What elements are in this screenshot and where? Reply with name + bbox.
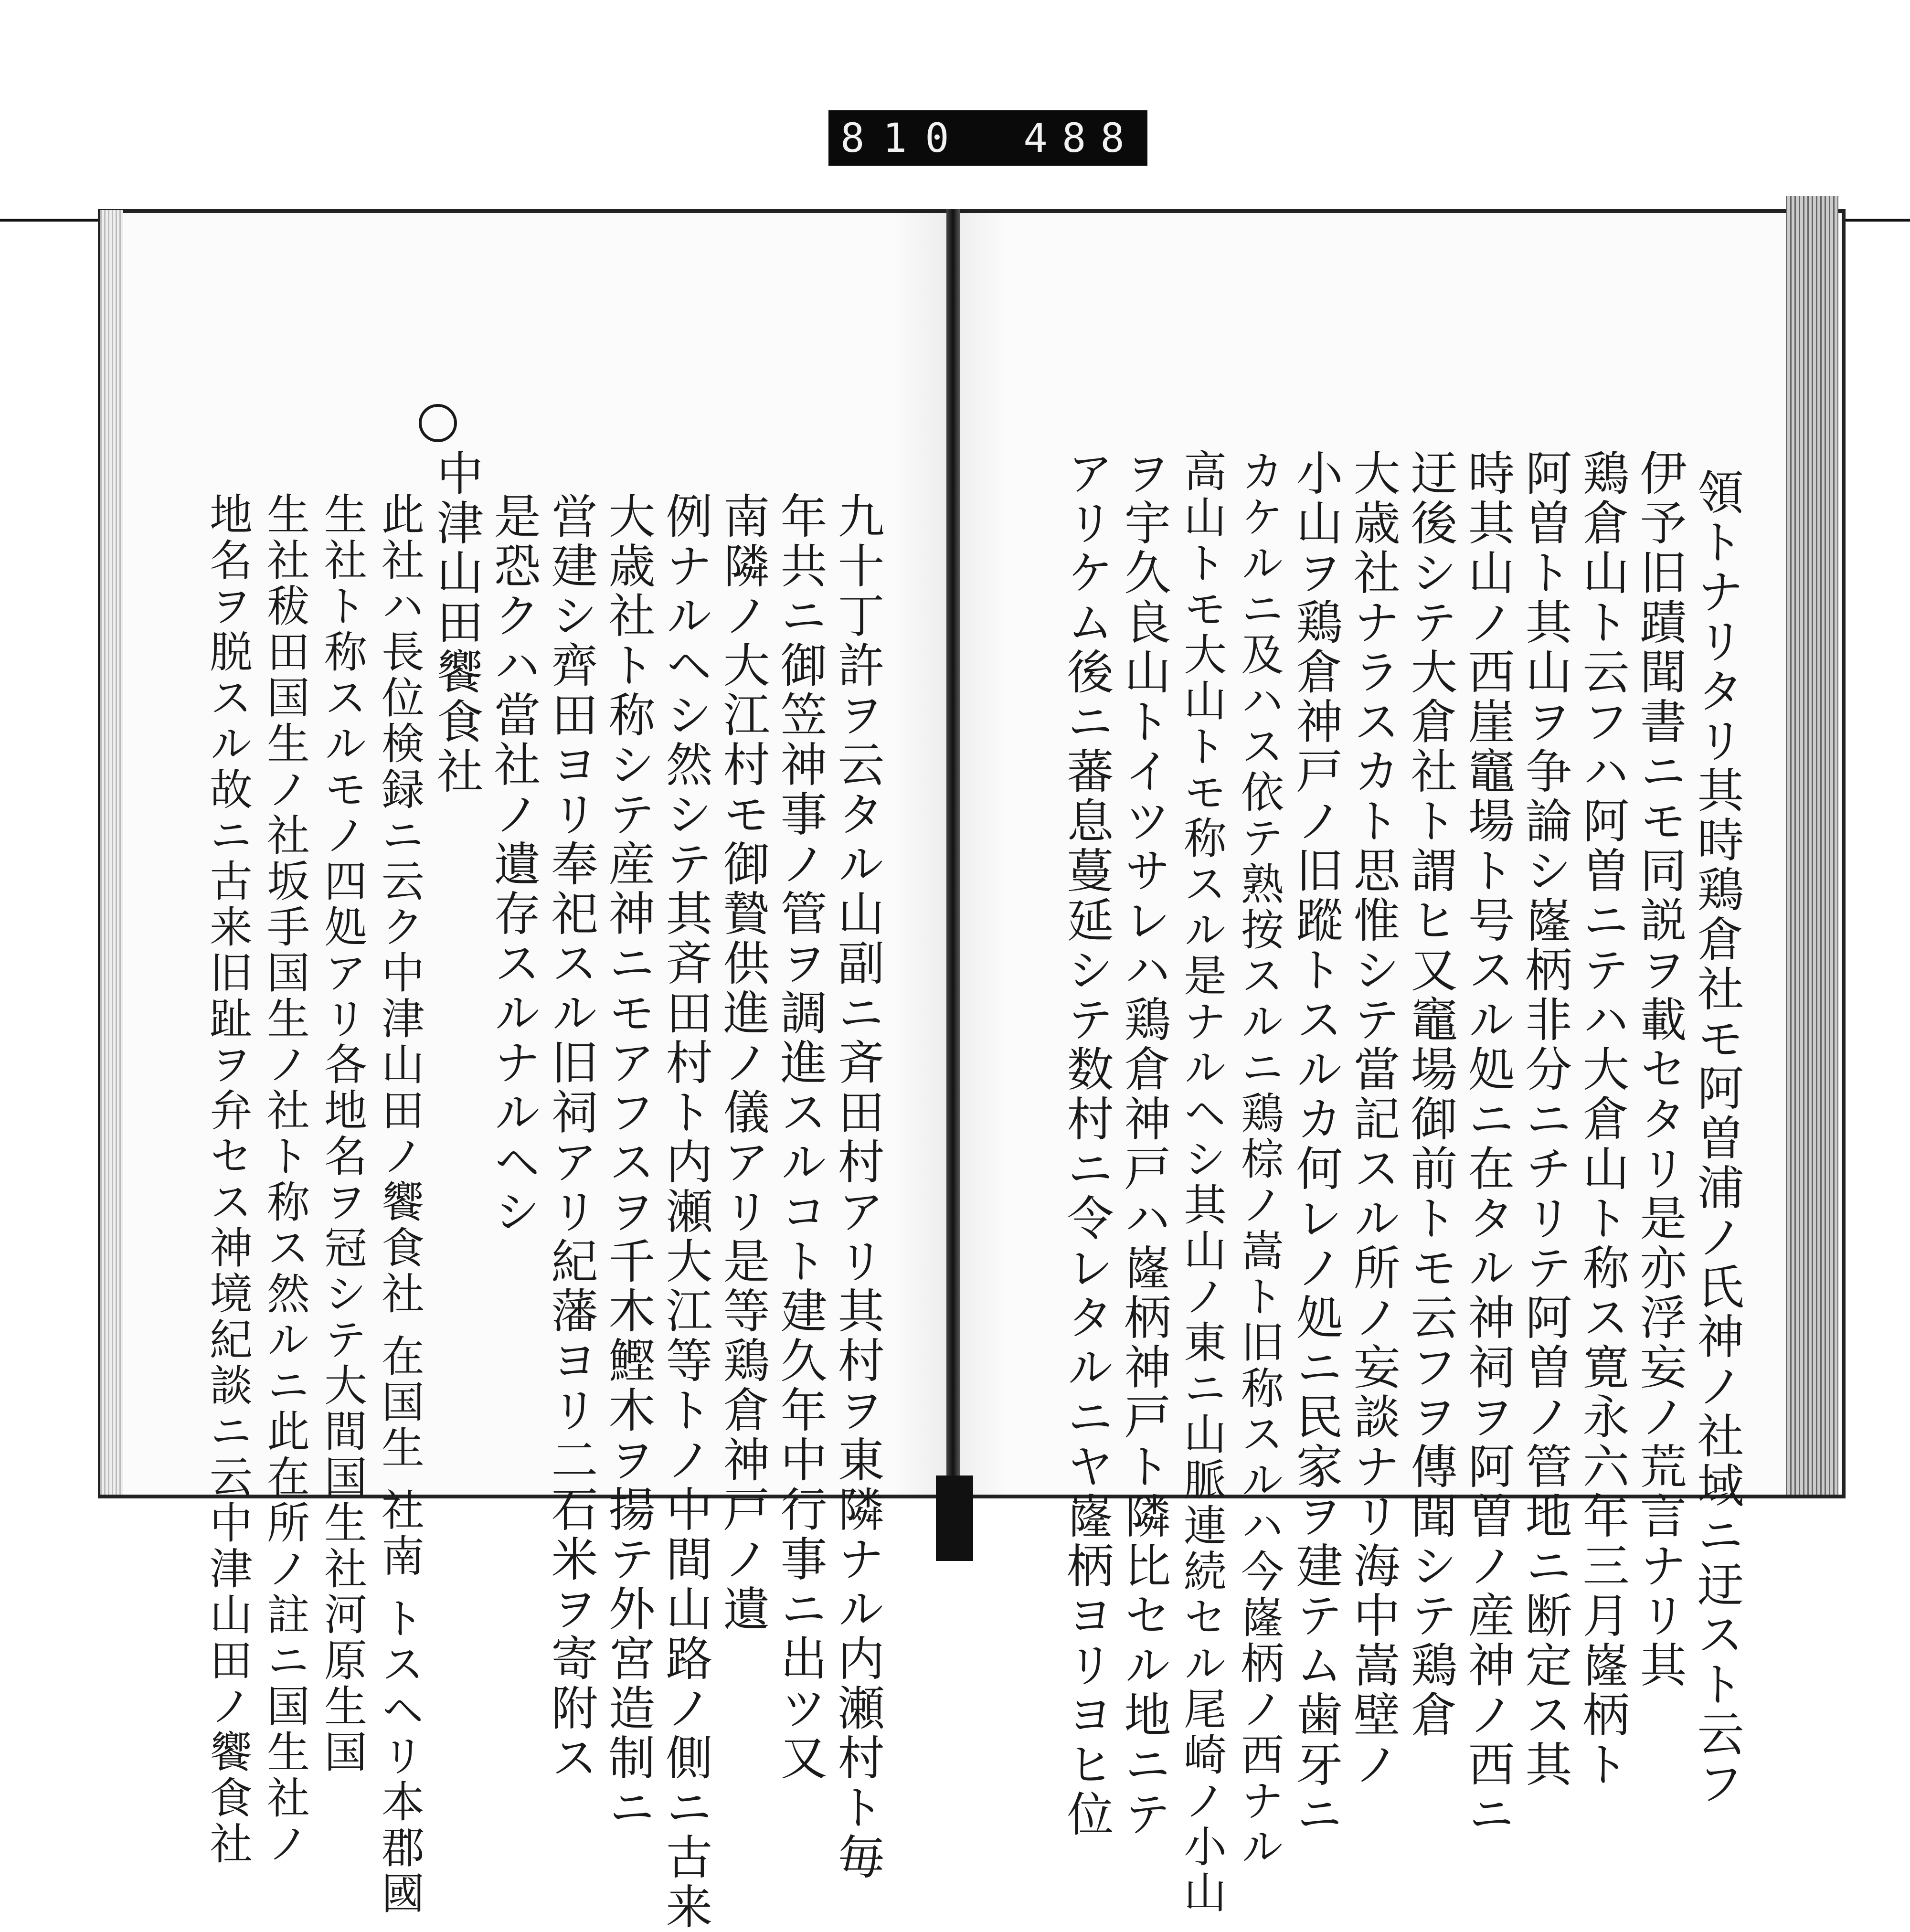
text-line: 是恐クハ當社ノ遺存スルナルヘシ	[486, 492, 541, 1237]
text-line: 鶏倉山ト云フハ阿曽ニテハ大倉山ト称ス寛永六年三月嶐柄ト	[1575, 449, 1629, 1790]
text-line: 生社秡田国生ノ社坂手国生ノ社ト称ス然ルニ此在所ノ註ニ国生社ノ	[259, 492, 309, 1867]
book-spine	[946, 209, 960, 1498]
text-line: 九十丁許ヲ云タル山副ニ斉田村アリ其村ヲ東隣ナル内瀬村ト毎	[830, 492, 884, 1882]
text-line: 大歳社ナラスカト思惟シテ當記スル所ノ妄談ナリ海中嵩壁ノ	[1346, 449, 1400, 1790]
text-line: 領トナリタリ其時鶏倉社モ阿曽浦ノ氏神ノ社域ニ迂スト云フ	[1689, 468, 1744, 1809]
bottom-clip	[936, 1476, 973, 1561]
text-line: 地名ヲ脱スル故ニ古来旧趾ヲ弁セス神境紀談ニ云中津山田ノ饗食社	[202, 492, 252, 1867]
scan-edge-line-left	[0, 219, 100, 222]
reel-number-strip	[828, 110, 1147, 166]
text-line: 高山トモ大山トモ称スル是ナルヘシ其山ノ東ニ山脈連続セル尾崎ノ小山	[1176, 449, 1226, 1916]
text-line: 営建シ齊田ヨリ奉祀スル旧祠アリ紀藩ヨリ二石米ヲ寄附ス	[543, 492, 598, 1783]
text-line: 小山ヲ鶏倉神戸ノ旧蹤トスルカ何レノ処ニ民家ヲ建テム歯牙ニ	[1288, 449, 1343, 1839]
text-line: 例ナルヘシ然シテ其斉田村ト内瀬大江等トノ中間山路ノ側ニ古来	[658, 492, 712, 1932]
reel-number-right: 488	[1023, 115, 1139, 161]
scan-edge-line-right	[1843, 219, 1910, 222]
book-page-edges-left	[100, 210, 123, 1495]
reel-number-left: 810	[840, 115, 967, 161]
text-line: 時其山ノ西崖竈場ト号スル処ニ在タル神祠ヲ阿曽ノ産神ノ西ニ	[1460, 449, 1515, 1839]
text-line: カケルニ及ハス依テ熟按スルニ鶏棕ノ嵩ト旧称スルハ今嶐柄ノ西ナル	[1233, 449, 1284, 1870]
text-line: 生社ト称スルモノ四処アリ各地名ヲ冠シテ大間国生社河原生国	[317, 492, 367, 1775]
left-page	[153, 449, 917, 1932]
text-line: ヲ宇久良山トイツサレハ鶏倉神戸ハ嶐柄神戸ト隣比セル地ニテ	[1116, 449, 1171, 1839]
text-line: 此社ハ長位検録ニ云ク中津山田ノ饗食社 在国生 社南 トスヘリ本郡國	[374, 492, 424, 1917]
section-heading: 中津山田饗食社	[429, 449, 483, 796]
text-line: 年共ニ御笠神事ノ管ヲ調進スルコト建久年中行事ニ出ツ又	[773, 492, 827, 1783]
text-line: アリケム後ニ蕃息蔓延シテ数村ニ令レタルニヤ嶐柄ヨリヨヒ位	[1059, 449, 1114, 1839]
text-line: 南隣ノ大江村モ御贄供進ノ儀アリ是等鶏倉神戸ノ遺	[715, 492, 770, 1634]
text-line: 阿曽ト其山ヲ争論シ嶐柄非分ニチリテ阿曽ノ管地ニ断定ス其	[1517, 449, 1572, 1790]
text-line: 伊予旧蹟聞書ニモ同説ヲ載セタリ是亦浮妄ノ荒言ナリ其	[1632, 449, 1687, 1690]
right-page	[1003, 449, 1795, 1916]
section-marker-circle	[419, 404, 457, 442]
text-line: 大歳社ト称シテ産神ニモアフスヲ千木鰹木ヲ揚テ外宮造制ニ	[601, 492, 655, 1833]
text-line: 迂後シテ大倉社ト謂ヒ又竈場御前トモ云フヲ傳聞シテ鶏倉	[1403, 449, 1457, 1740]
